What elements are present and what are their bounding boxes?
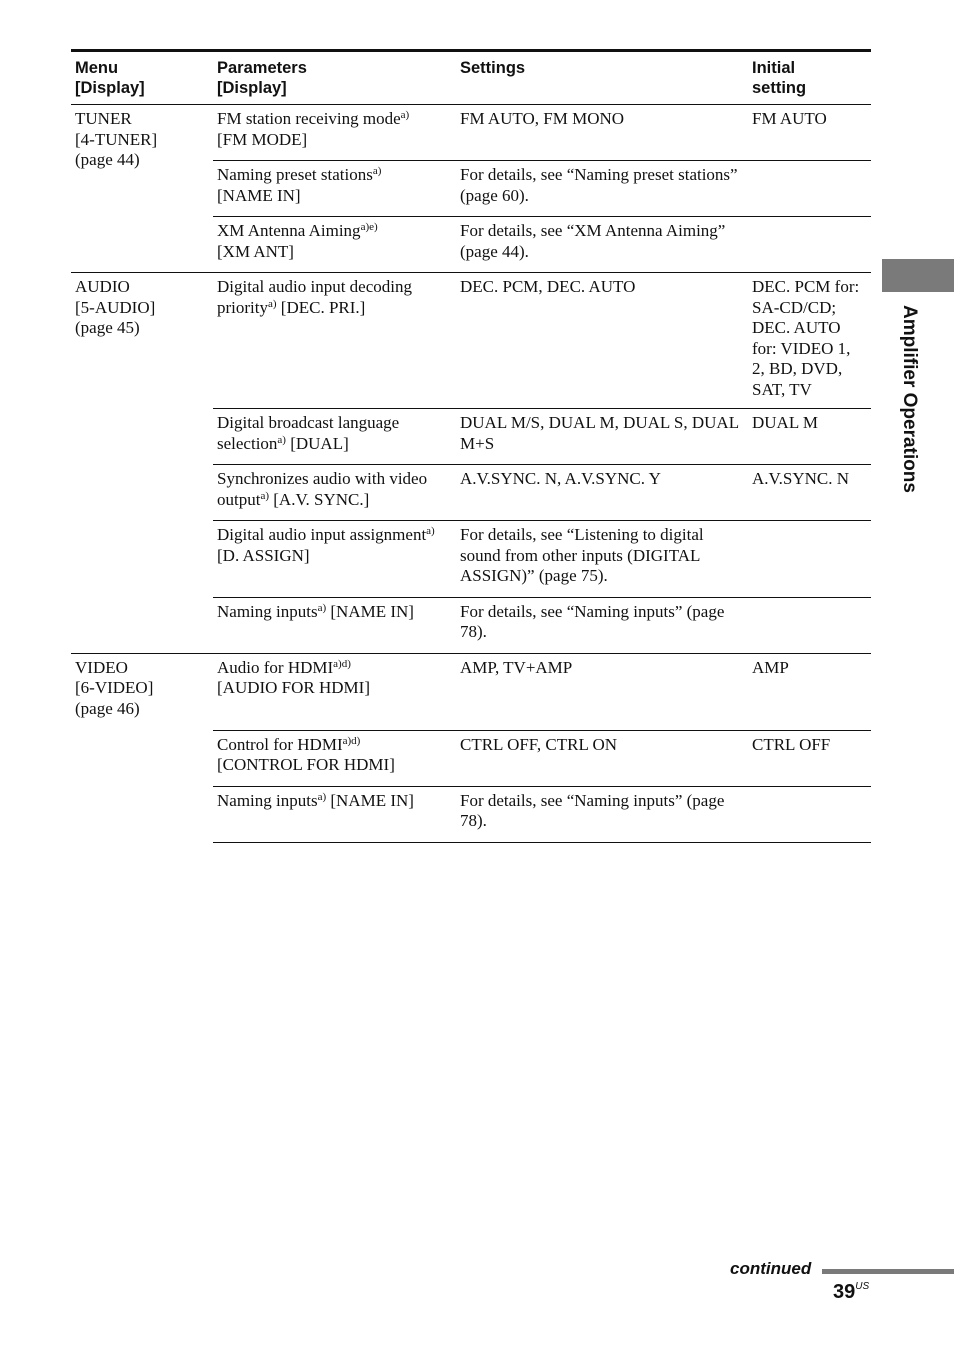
table-header-row xyxy=(71,51,871,105)
initial-cell xyxy=(748,597,871,653)
header-parameters: Parameters [Display] xyxy=(213,51,456,105)
settings-cell: DUAL M/S, DUAL M, DUAL S, DUAL M+S xyxy=(456,409,748,465)
menu-cell-video: VIDEO [6-VIDEO] (page 46) xyxy=(71,653,213,842)
settings-cell: A.V.SYNC. N, A.V.SYNC. Y xyxy=(456,465,748,521)
initial-cell: DUAL M xyxy=(748,409,871,465)
continued-label: continued xyxy=(730,1259,812,1278)
initial-cell: FM AUTO xyxy=(752,109,827,128)
settings-cell: AMP, TV+AMP xyxy=(456,653,748,730)
settings-cell: For details, see “Naming inputs” (page 78). xyxy=(456,786,748,842)
header-initial-setting: Initial setting xyxy=(748,51,871,105)
section-tab-marker xyxy=(882,259,954,292)
settings-cell: CTRL OFF, CTRL ON xyxy=(456,730,748,786)
param-cell: Naming inputs$^{a)}$ [NAME IN] xyxy=(213,597,456,653)
menu-cell-tuner: TUNER [4-TUNER] (page 44) xyxy=(75,109,158,169)
menu-cell-audio: AUDIO [5-AUDIO] (page 45) xyxy=(71,273,213,654)
settings-cell: For details, see “Naming preset stations” (page 60). xyxy=(456,161,748,217)
param-cell: XM Antenna Aiming$^{a)e)}$ [XM ANT] xyxy=(213,217,456,273)
initial-cell: CTRL OFF xyxy=(748,730,871,786)
initial-cell: DEC. PCM for: SA-CD/CD; DEC. AUTO for: VIDEO 1, 2, BD, DVD, SAT, TV xyxy=(748,273,871,409)
continued-bar xyxy=(822,1269,954,1274)
settings-cell: For details, see “Listening to digital sound from other inputs (DIGITAL ASSIGN)” (page 75). xyxy=(456,521,748,598)
param-cell: FM station receiving mode$^{a)}$ [FM MODE] xyxy=(217,109,410,149)
initial-cell: AMP xyxy=(748,653,871,730)
settings-cell: FM AUTO, FM MONO xyxy=(460,109,625,128)
param-cell: Audio for $HDMI^{a)d)}$ [AUDIO FOR HDMI] xyxy=(213,653,456,730)
param-cell: Naming inputs$^{a)}$ [NAME IN] xyxy=(213,786,456,842)
param-cell: Control for $HDMI^{a)d)}$ [CONTROL FOR HDMI] xyxy=(213,730,456,786)
section-tab-label: Amplifier Operations xyxy=(899,305,920,493)
page-number: $39^{US}$ xyxy=(833,1281,870,1303)
settings-cell: DEC. PCM, DEC. AUTO xyxy=(456,273,748,409)
settings-table xyxy=(71,49,871,843)
initial-cell xyxy=(748,521,871,598)
param-cell: Digital audio input decoding priority$^{a)}$ [DEC. PRI.] xyxy=(213,273,456,409)
initial-cell: A.V.SYNC. N xyxy=(748,465,871,521)
page-number-suffix: US xyxy=(855,1281,870,1292)
header-menu: Menu [Display] xyxy=(71,51,213,105)
initial-cell xyxy=(748,161,871,217)
settings-cell: For details, see “XM Antenna Aiming” (page 44). xyxy=(456,217,748,273)
header-settings: Settings xyxy=(456,51,748,105)
table-row xyxy=(71,105,871,161)
table-row xyxy=(71,273,871,409)
initial-cell xyxy=(748,786,871,842)
param-cell: Naming preset stations$^{a)}$ [NAME IN] xyxy=(213,161,456,217)
param-cell: Digital broadcast language selection$^{a)}$ [DUAL] xyxy=(213,409,456,465)
settings-cell: For details, see “Naming inputs” (page 78). xyxy=(456,597,748,653)
param-cell: Digital audio input assignment$^{a)}$ [D. ASSIGN] xyxy=(213,521,456,598)
table-row xyxy=(71,653,871,730)
param-cell: Synchronizes audio with video output$^{a)}$ [A.V. SYNC.] xyxy=(213,465,456,521)
initial-cell xyxy=(748,217,871,273)
